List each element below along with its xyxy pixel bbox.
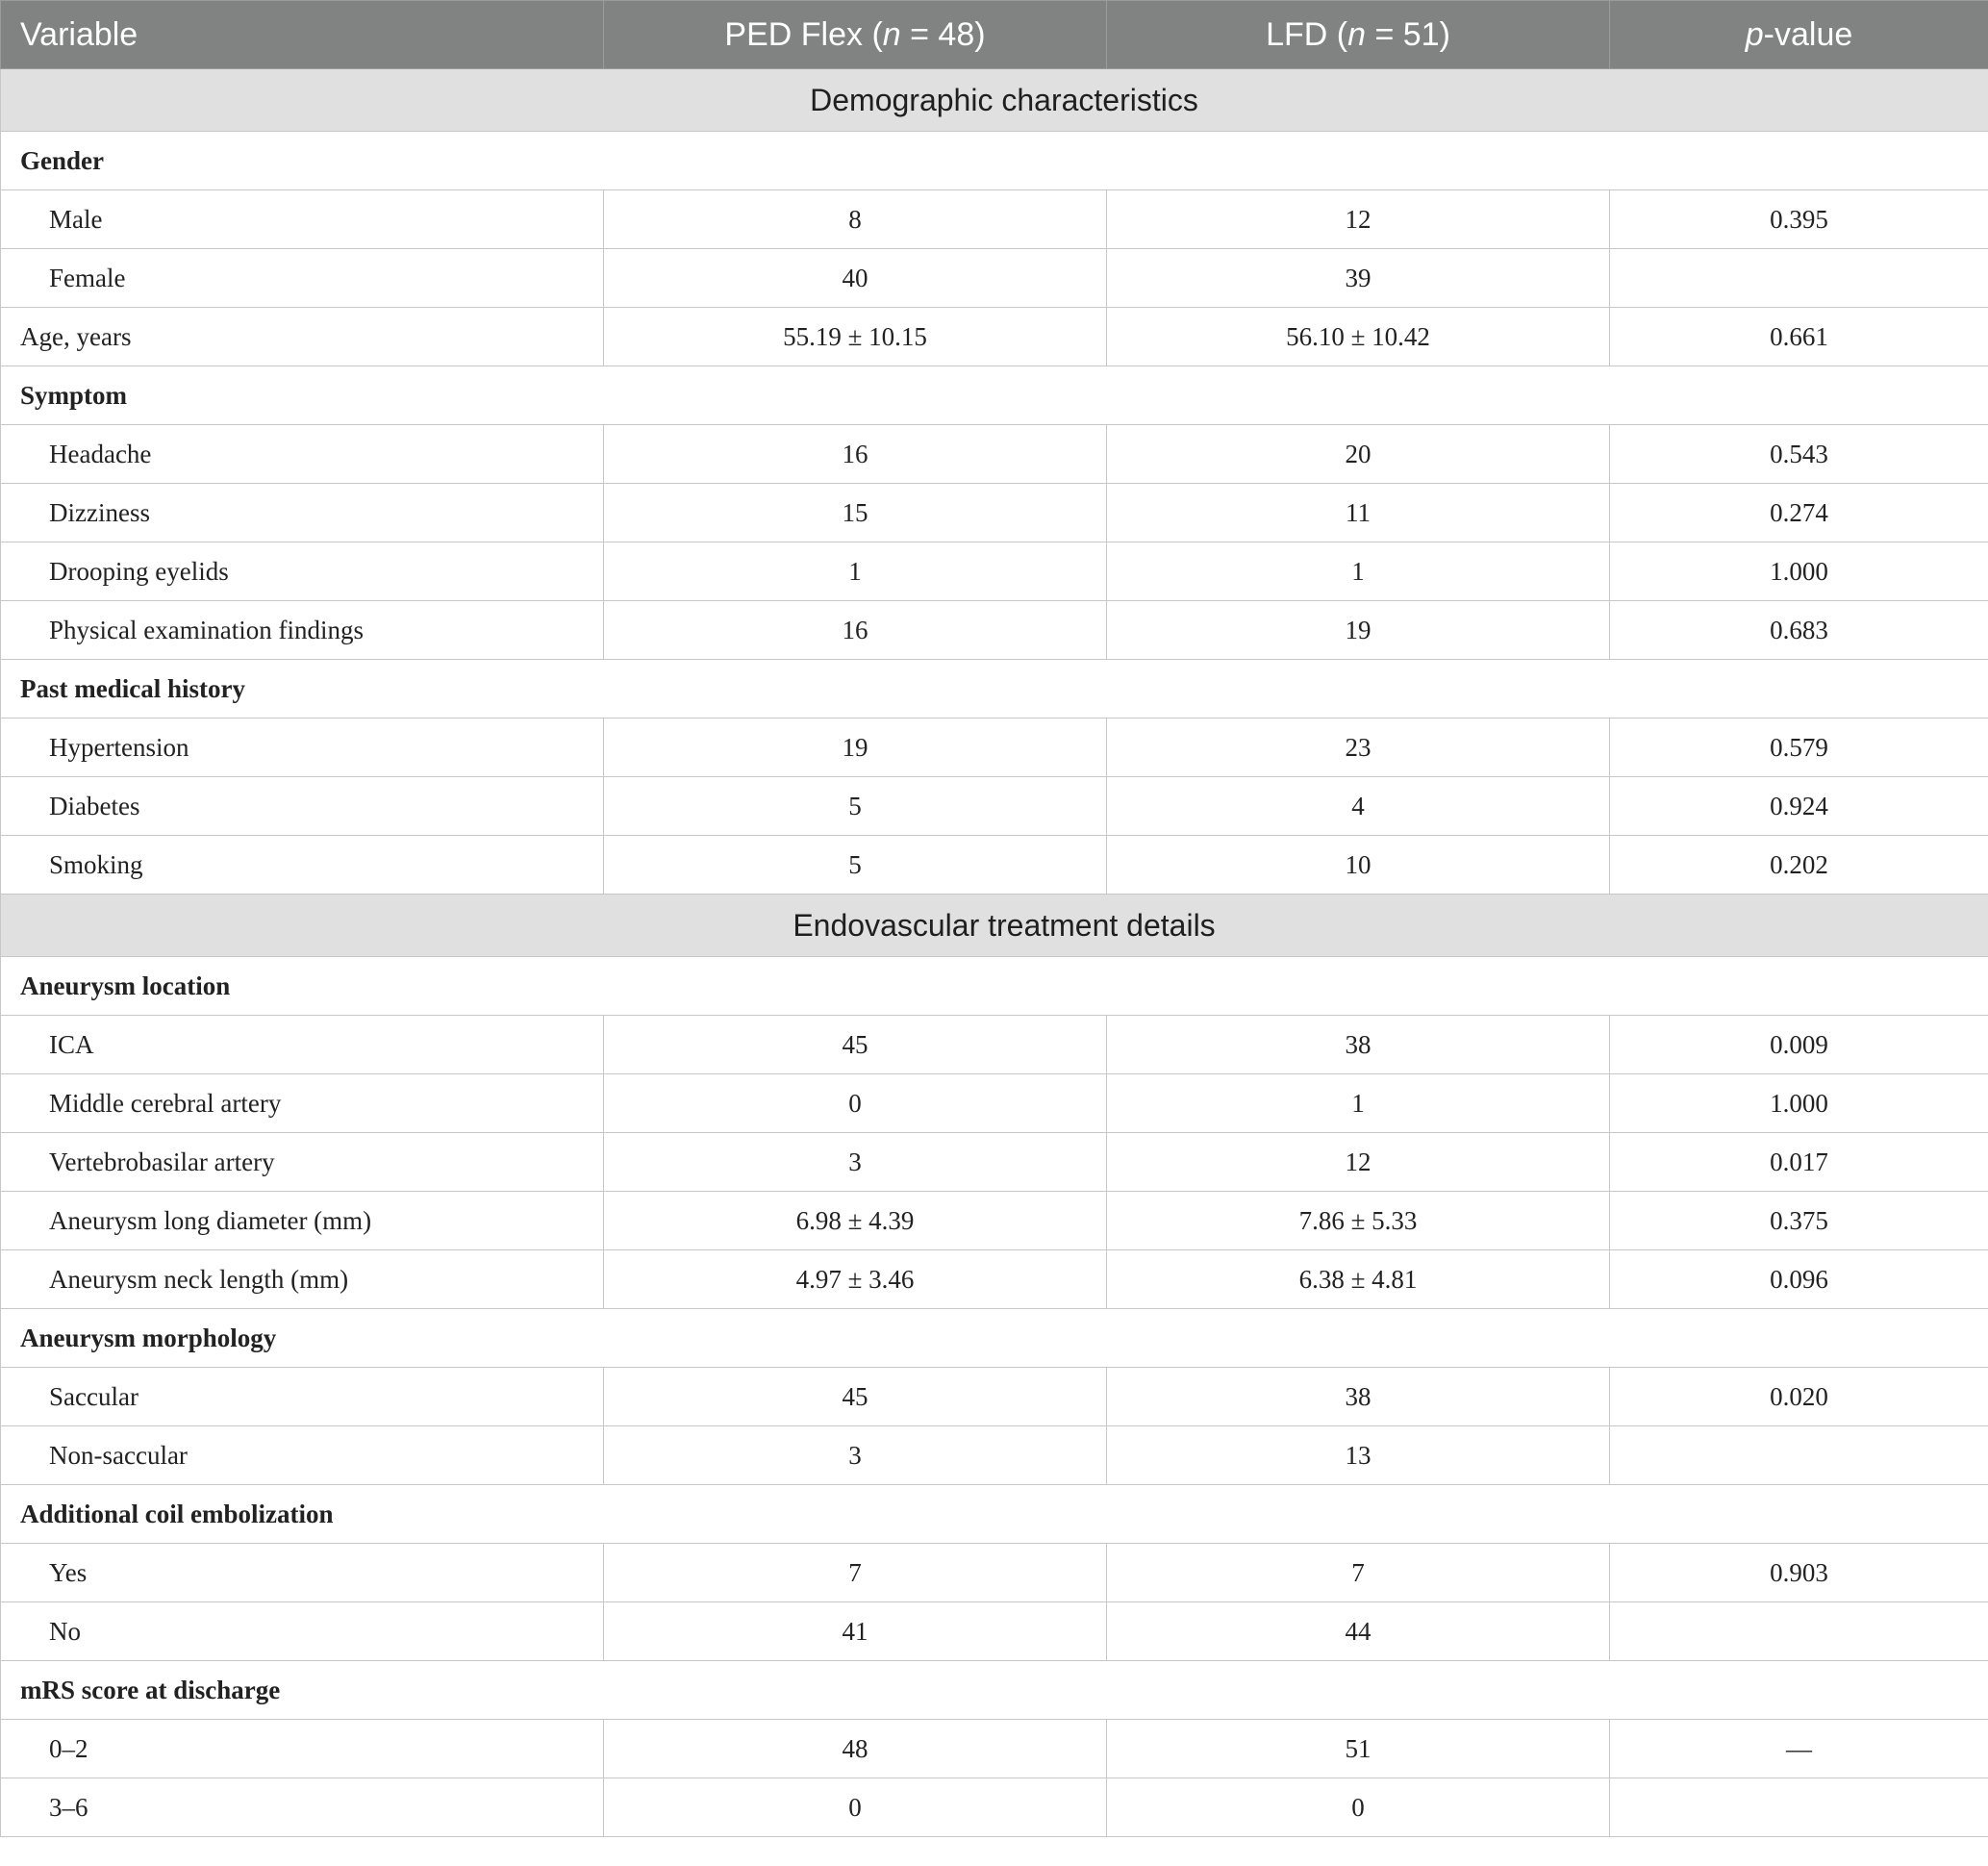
ped-flex-cell: 8 xyxy=(604,190,1107,249)
variable-cell: Dizziness xyxy=(1,484,604,542)
p-value-cell: — xyxy=(1610,1720,1988,1778)
variable-cell: Smoking xyxy=(1,836,604,895)
p-value-cell xyxy=(1610,249,1988,308)
header-lfd-prefix: LFD ( xyxy=(1266,15,1348,53)
header-ped-prefix: PED Flex ( xyxy=(724,15,883,53)
variable-cell: Saccular xyxy=(1,1368,604,1426)
table-row xyxy=(1,836,1988,895)
lfd-cell: 56.10 ± 10.42 xyxy=(1107,308,1610,366)
lfd-cell: 12 xyxy=(1107,190,1610,249)
lfd-cell: 7 xyxy=(1107,1544,1610,1602)
group-label: Past medical history xyxy=(1,660,1988,719)
ped-flex-cell: 41 xyxy=(604,1602,1107,1661)
p-value-cell: 0.009 xyxy=(1610,1016,1988,1074)
table-row xyxy=(1,190,1988,249)
group-label: Additional coil embolization xyxy=(1,1485,1988,1544)
lfd-cell: 51 xyxy=(1107,1720,1610,1778)
variable-cell: Female xyxy=(1,249,604,308)
table-row xyxy=(1,1192,1988,1250)
table-row xyxy=(1,1250,1988,1309)
lfd-cell: 38 xyxy=(1107,1368,1610,1426)
variable-cell: Middle cerebral artery xyxy=(1,1074,604,1133)
lfd-cell: 20 xyxy=(1107,425,1610,484)
p-value-cell: 0.579 xyxy=(1610,719,1988,777)
variable-cell: Aneurysm neck length (mm) xyxy=(1,1250,604,1309)
p-value-cell: 0.395 xyxy=(1610,190,1988,249)
table-row xyxy=(1,484,1988,542)
table-row xyxy=(1,1133,1988,1192)
p-value-cell: 0.903 xyxy=(1610,1544,1988,1602)
lfd-cell: 19 xyxy=(1107,601,1610,660)
header-ped-n: n xyxy=(882,15,901,53)
lfd-cell: 1 xyxy=(1107,542,1610,601)
table-body xyxy=(1,69,1988,1837)
p-value-cell: 0.096 xyxy=(1610,1250,1988,1309)
p-value-cell: 0.274 xyxy=(1610,484,1988,542)
section-label: Demographic characteristics xyxy=(1,69,1988,132)
ped-flex-cell: 5 xyxy=(604,777,1107,836)
ped-flex-cell: 1 xyxy=(604,542,1107,601)
p-value-cell: 0.683 xyxy=(1610,601,1988,660)
header-lfd-n: n xyxy=(1347,15,1367,53)
variable-cell: Drooping eyelids xyxy=(1,542,604,601)
table-row xyxy=(1,425,1988,484)
ped-flex-cell: 15 xyxy=(604,484,1107,542)
p-value-cell: 1.000 xyxy=(1610,542,1988,601)
variable-cell: Age, years xyxy=(1,308,604,366)
group-row xyxy=(1,1485,1988,1544)
variable-cell: Non-saccular xyxy=(1,1426,604,1485)
p-value-cell: 0.375 xyxy=(1610,1192,1988,1250)
lfd-cell: 12 xyxy=(1107,1133,1610,1192)
ped-flex-cell: 0 xyxy=(604,1074,1107,1133)
lfd-cell: 6.38 ± 4.81 xyxy=(1107,1250,1610,1309)
group-label: Symptom xyxy=(1,366,1988,425)
section-row xyxy=(1,69,1988,132)
ped-flex-cell: 45 xyxy=(604,1368,1107,1426)
group-label: mRS score at discharge xyxy=(1,1661,1988,1720)
ped-flex-cell: 45 xyxy=(604,1016,1107,1074)
variable-cell: Physical examination findings xyxy=(1,601,604,660)
table-row xyxy=(1,1368,1988,1426)
header-p-suffix: -value xyxy=(1763,15,1853,53)
variable-cell: Male xyxy=(1,190,604,249)
ped-flex-cell: 3 xyxy=(604,1426,1107,1485)
group-row xyxy=(1,660,1988,719)
lfd-cell: 44 xyxy=(1107,1602,1610,1661)
group-row xyxy=(1,366,1988,425)
variable-cell: Vertebrobasilar artery xyxy=(1,1133,604,1192)
lfd-cell: 39 xyxy=(1107,249,1610,308)
lfd-cell: 23 xyxy=(1107,719,1610,777)
variable-cell: Yes xyxy=(1,1544,604,1602)
ped-flex-cell: 16 xyxy=(604,425,1107,484)
lfd-cell: 10 xyxy=(1107,836,1610,895)
group-row xyxy=(1,132,1988,190)
p-value-cell: 0.924 xyxy=(1610,777,1988,836)
ped-flex-cell: 3 xyxy=(604,1133,1107,1192)
variable-cell: No xyxy=(1,1602,604,1661)
p-value-cell: 0.017 xyxy=(1610,1133,1988,1192)
table-row xyxy=(1,1016,1988,1074)
p-value-cell: 0.020 xyxy=(1610,1368,1988,1426)
variable-cell: 3–6 xyxy=(1,1778,604,1837)
ped-flex-cell: 40 xyxy=(604,249,1107,308)
group-row xyxy=(1,1661,1988,1720)
table-row xyxy=(1,777,1988,836)
group-label: Aneurysm location xyxy=(1,957,1988,1016)
p-value-cell: 0.543 xyxy=(1610,425,1988,484)
table-row xyxy=(1,308,1988,366)
table-row xyxy=(1,249,1988,308)
table-row xyxy=(1,1544,1988,1602)
ped-flex-cell: 0 xyxy=(604,1778,1107,1837)
header-ped-suffix: = 48) xyxy=(900,15,986,53)
table-row xyxy=(1,1074,1988,1133)
p-value-cell xyxy=(1610,1602,1988,1661)
header-p-value xyxy=(1610,1,1988,69)
group-label: Aneurysm morphology xyxy=(1,1309,1988,1368)
variable-cell: Hypertension xyxy=(1,719,604,777)
header-ped-flex xyxy=(604,1,1107,69)
ped-flex-cell: 7 xyxy=(604,1544,1107,1602)
p-value-cell: 1.000 xyxy=(1610,1074,1988,1133)
lfd-cell: 0 xyxy=(1107,1778,1610,1837)
ped-flex-cell: 19 xyxy=(604,719,1107,777)
p-value-cell: 0.661 xyxy=(1610,308,1988,366)
variable-cell: Aneurysm long diameter (mm) xyxy=(1,1192,604,1250)
p-value-cell xyxy=(1610,1426,1988,1485)
lfd-cell: 1 xyxy=(1107,1074,1610,1133)
table-row xyxy=(1,719,1988,777)
lfd-cell: 7.86 ± 5.33 xyxy=(1107,1192,1610,1250)
header-lfd xyxy=(1107,1,1610,69)
table-row xyxy=(1,1720,1988,1778)
group-label: Gender xyxy=(1,132,1988,190)
section-row xyxy=(1,895,1988,957)
variable-cell: Diabetes xyxy=(1,777,604,836)
ped-flex-cell: 5 xyxy=(604,836,1107,895)
group-row xyxy=(1,957,1988,1016)
variable-cell: Headache xyxy=(1,425,604,484)
lfd-cell: 4 xyxy=(1107,777,1610,836)
table-row xyxy=(1,601,1988,660)
group-row xyxy=(1,1309,1988,1368)
ped-flex-cell: 55.19 ± 10.15 xyxy=(604,308,1107,366)
variable-cell: 0–2 xyxy=(1,1720,604,1778)
ped-flex-cell: 48 xyxy=(604,1720,1107,1778)
ped-flex-cell: 4.97 ± 3.46 xyxy=(604,1250,1107,1309)
lfd-cell: 11 xyxy=(1107,484,1610,542)
p-value-cell xyxy=(1610,1778,1988,1837)
lfd-cell: 38 xyxy=(1107,1016,1610,1074)
ped-flex-cell: 16 xyxy=(604,601,1107,660)
table-row xyxy=(1,1778,1988,1837)
header-variable: Variable xyxy=(1,1,604,69)
section-label: Endovascular treatment details xyxy=(1,895,1988,957)
header-lfd-suffix: = 51) xyxy=(1366,15,1450,53)
table-row xyxy=(1,1426,1988,1485)
lfd-cell: 13 xyxy=(1107,1426,1610,1485)
table-row xyxy=(1,542,1988,601)
ped-flex-cell: 6.98 ± 4.39 xyxy=(604,1192,1107,1250)
p-value-cell: 0.202 xyxy=(1610,836,1988,895)
variable-cell: ICA xyxy=(1,1016,604,1074)
header-p-italic: p xyxy=(1745,15,1764,53)
table-row xyxy=(1,1602,1988,1661)
header-row xyxy=(1,1,1988,69)
